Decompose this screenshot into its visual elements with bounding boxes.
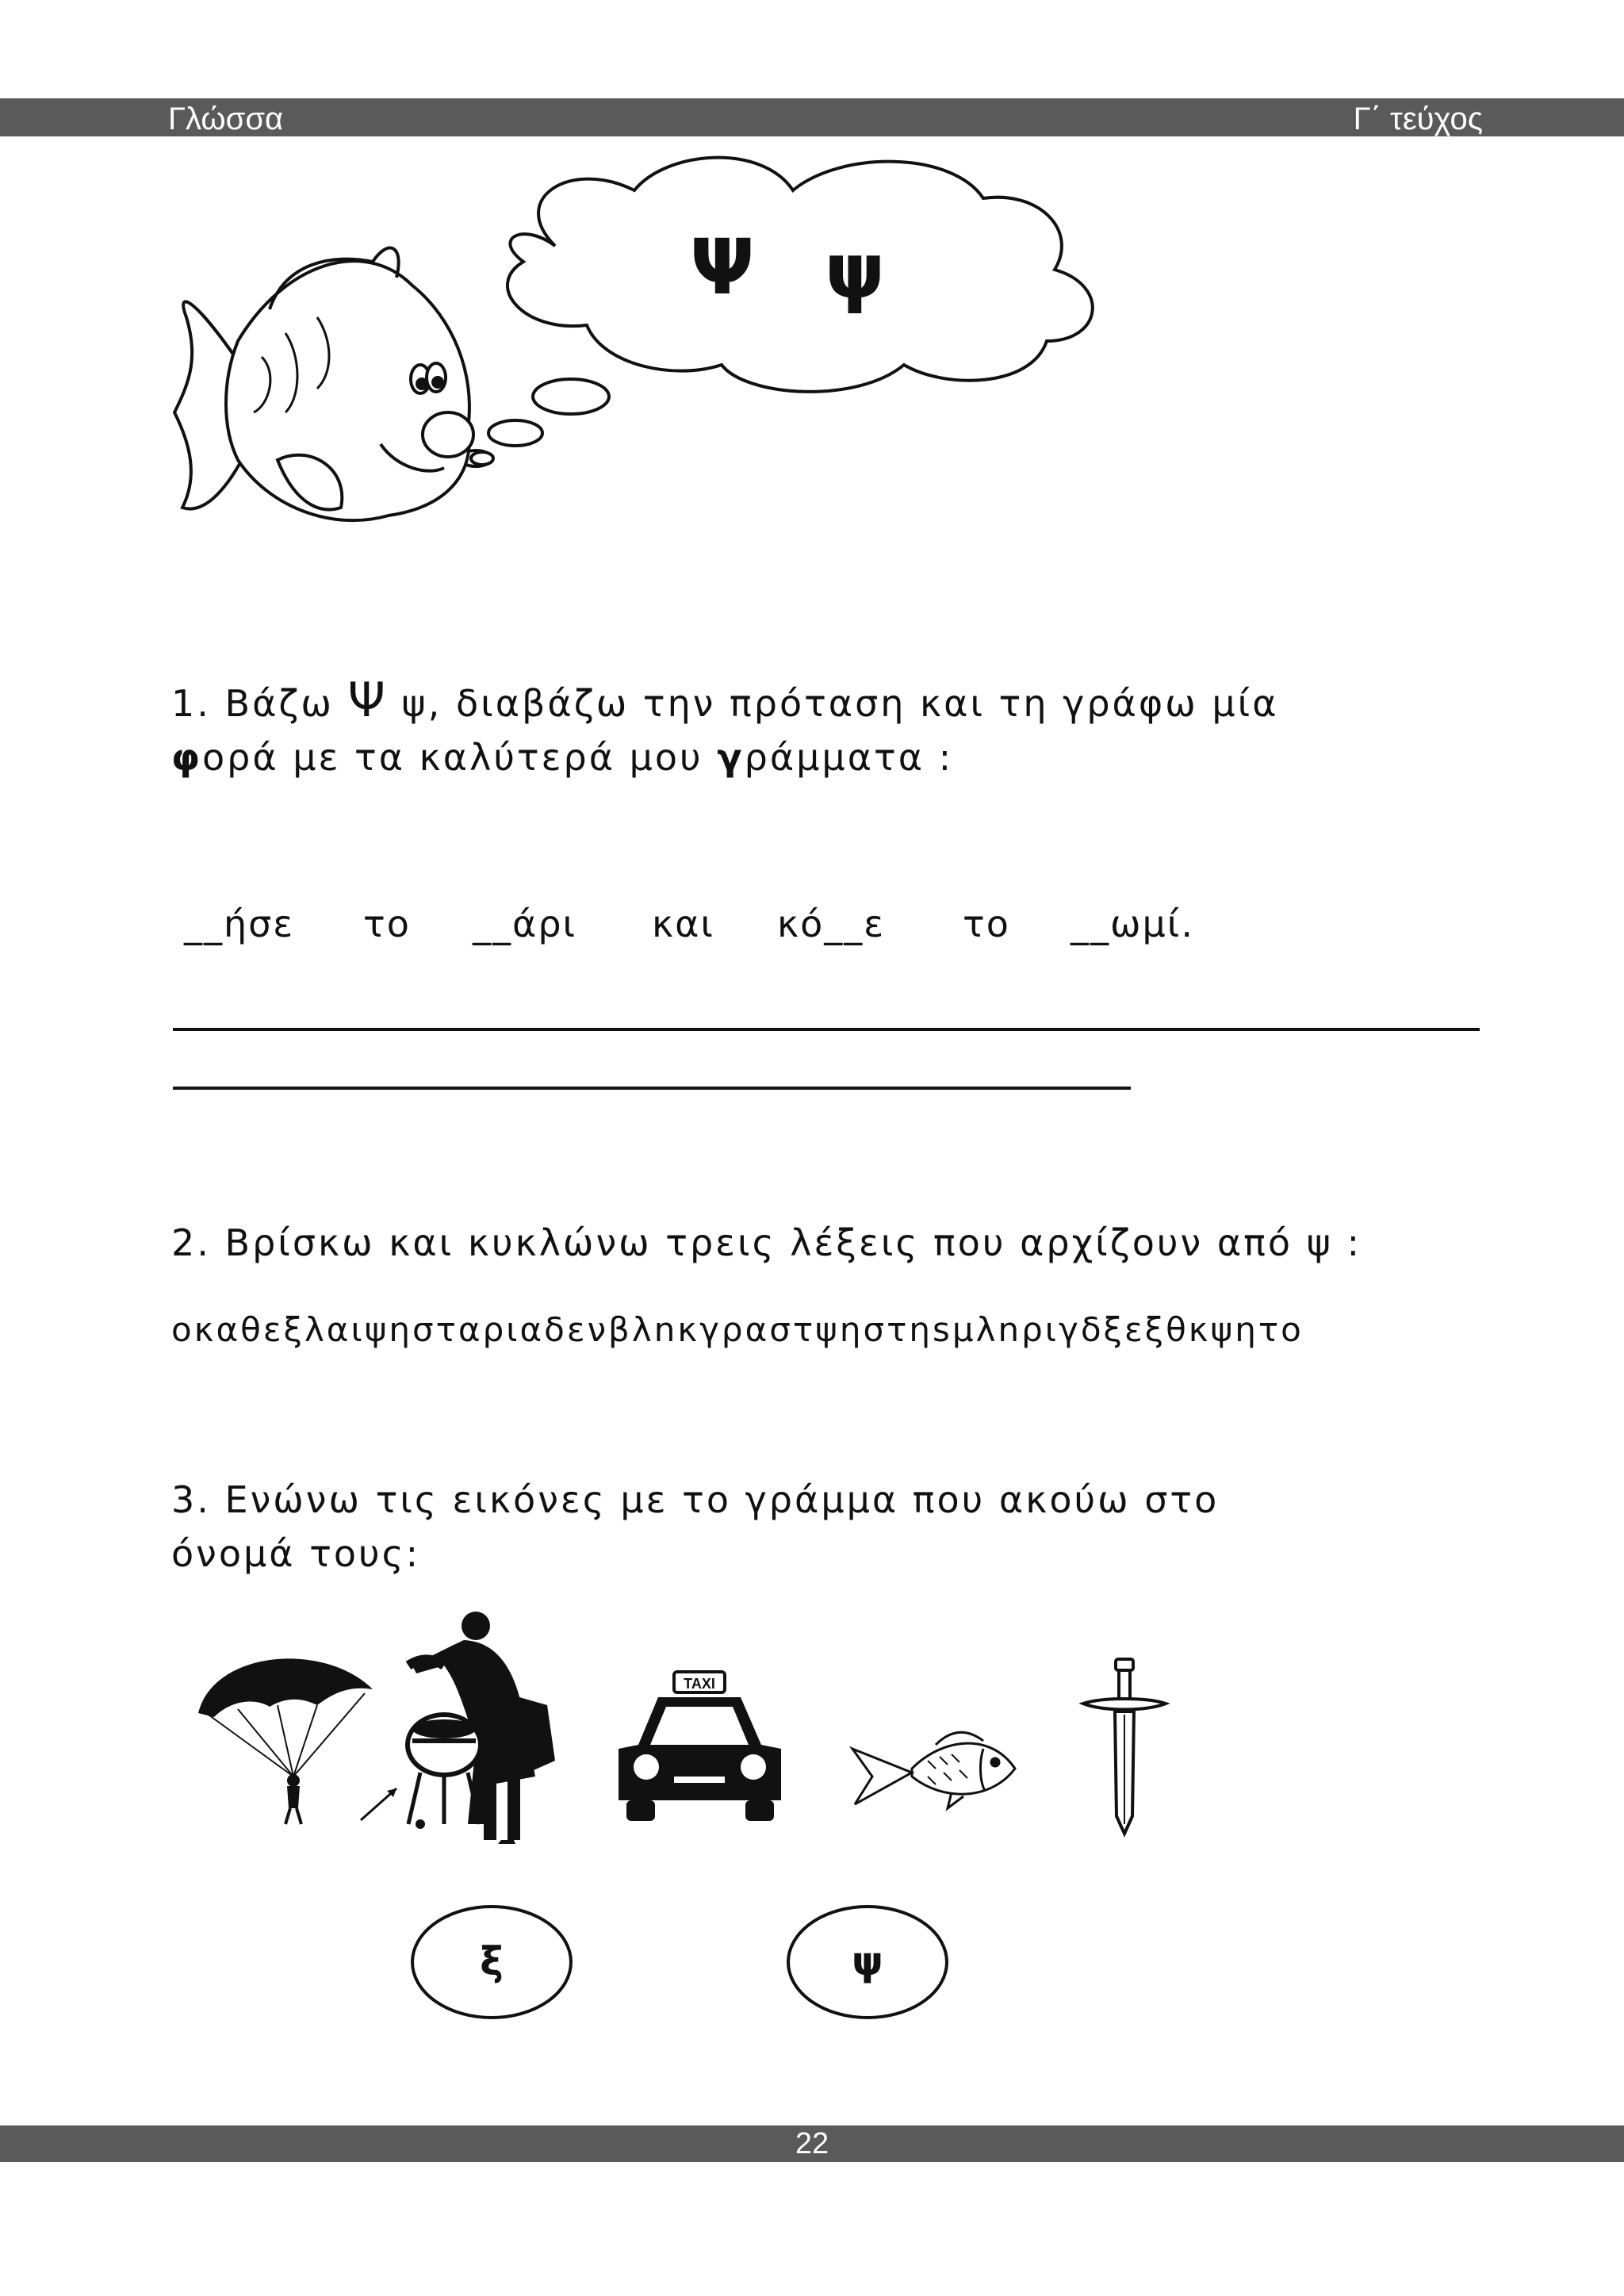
blank-word[interactable]: __άρι bbox=[473, 903, 577, 945]
oval-letter-xi: ξ bbox=[480, 1938, 504, 1984]
barbecue-icon[interactable] bbox=[361, 1612, 555, 1844]
fish-icon[interactable] bbox=[852, 1732, 1015, 1808]
header-subject: Γλώσσα bbox=[168, 102, 284, 136]
blank-word: το bbox=[963, 903, 1010, 945]
blank-word: και bbox=[652, 903, 714, 945]
blank-word[interactable]: κό__ε bbox=[777, 903, 886, 945]
header-bar bbox=[0, 98, 1624, 136]
blank-word[interactable]: __ωμί. bbox=[1071, 903, 1194, 945]
header-volume: Γ΄ τεύχος bbox=[1353, 102, 1483, 136]
exercise1-bold-phi: φ bbox=[171, 736, 202, 779]
thought-bubble-icon bbox=[488, 420, 542, 446]
exercise1-text-after: ψ, διαβάζω την πρόταση και τη γράφω μία bbox=[401, 682, 1279, 725]
intro-uppercase-psi: Ψ bbox=[690, 223, 755, 312]
exercise1-line2 bbox=[171, 736, 953, 779]
exercise1-line1 bbox=[171, 673, 1279, 728]
exercise1-bold-gamma: γ bbox=[717, 736, 745, 779]
sword-icon[interactable] bbox=[1083, 1659, 1166, 1834]
exercise1-text-before: Βάζω bbox=[224, 682, 334, 725]
blank-word[interactable]: __ήσε bbox=[184, 903, 295, 945]
exercise1-line2-part2: ράμματα : bbox=[744, 736, 954, 779]
exercise2-letter-string[interactable]: οκαθεξλαιψησταριαδενβλnκγραστψηστηsμλnριγδξεξθκψητο bbox=[171, 1310, 1304, 1349]
letter-ovals bbox=[0, 1888, 1624, 2046]
svg-text:TAXI: TAXI bbox=[684, 1676, 715, 1692]
exercise1-letter-upper: Ψ bbox=[347, 673, 388, 728]
taxi-icon[interactable] bbox=[619, 1672, 781, 1821]
blank-word: το bbox=[363, 903, 411, 945]
oval-xi[interactable] bbox=[412, 1907, 571, 2018]
exercise3-title-line2: όνομά τους: bbox=[171, 1532, 421, 1575]
exercise2-title: 2. Βρίσκω και κυκλώνω τρεις λέξεις που αρχίζουν από ψ : bbox=[171, 1221, 1362, 1264]
oval-letter-psi: ψ bbox=[852, 1938, 883, 1984]
writing-line[interactable] bbox=[173, 1087, 1131, 1090]
page-number: 22 bbox=[795, 2127, 829, 2160]
parachute-icon[interactable] bbox=[198, 1658, 373, 1824]
footer-bar bbox=[0, 2125, 1624, 2162]
oval-psi[interactable] bbox=[788, 1907, 947, 2018]
thought-bubble-icon bbox=[533, 379, 609, 414]
writing-line[interactable] bbox=[173, 1028, 1480, 1031]
intro-lowercase-psi: ψ bbox=[825, 227, 886, 316]
fish-nose-icon bbox=[423, 412, 473, 457]
exercise1-number: 1. bbox=[171, 682, 211, 725]
thought-cloud-icon bbox=[508, 158, 1093, 392]
exercise3-title-line1: 3. Ενώνω τις εικόνες με το γράμμα που ακούω στο bbox=[171, 1478, 1220, 1521]
exercise1-line2-part1: ορά με τα καλύτερά μου bbox=[201, 736, 718, 779]
fish-thought-illustration bbox=[0, 143, 1624, 714]
